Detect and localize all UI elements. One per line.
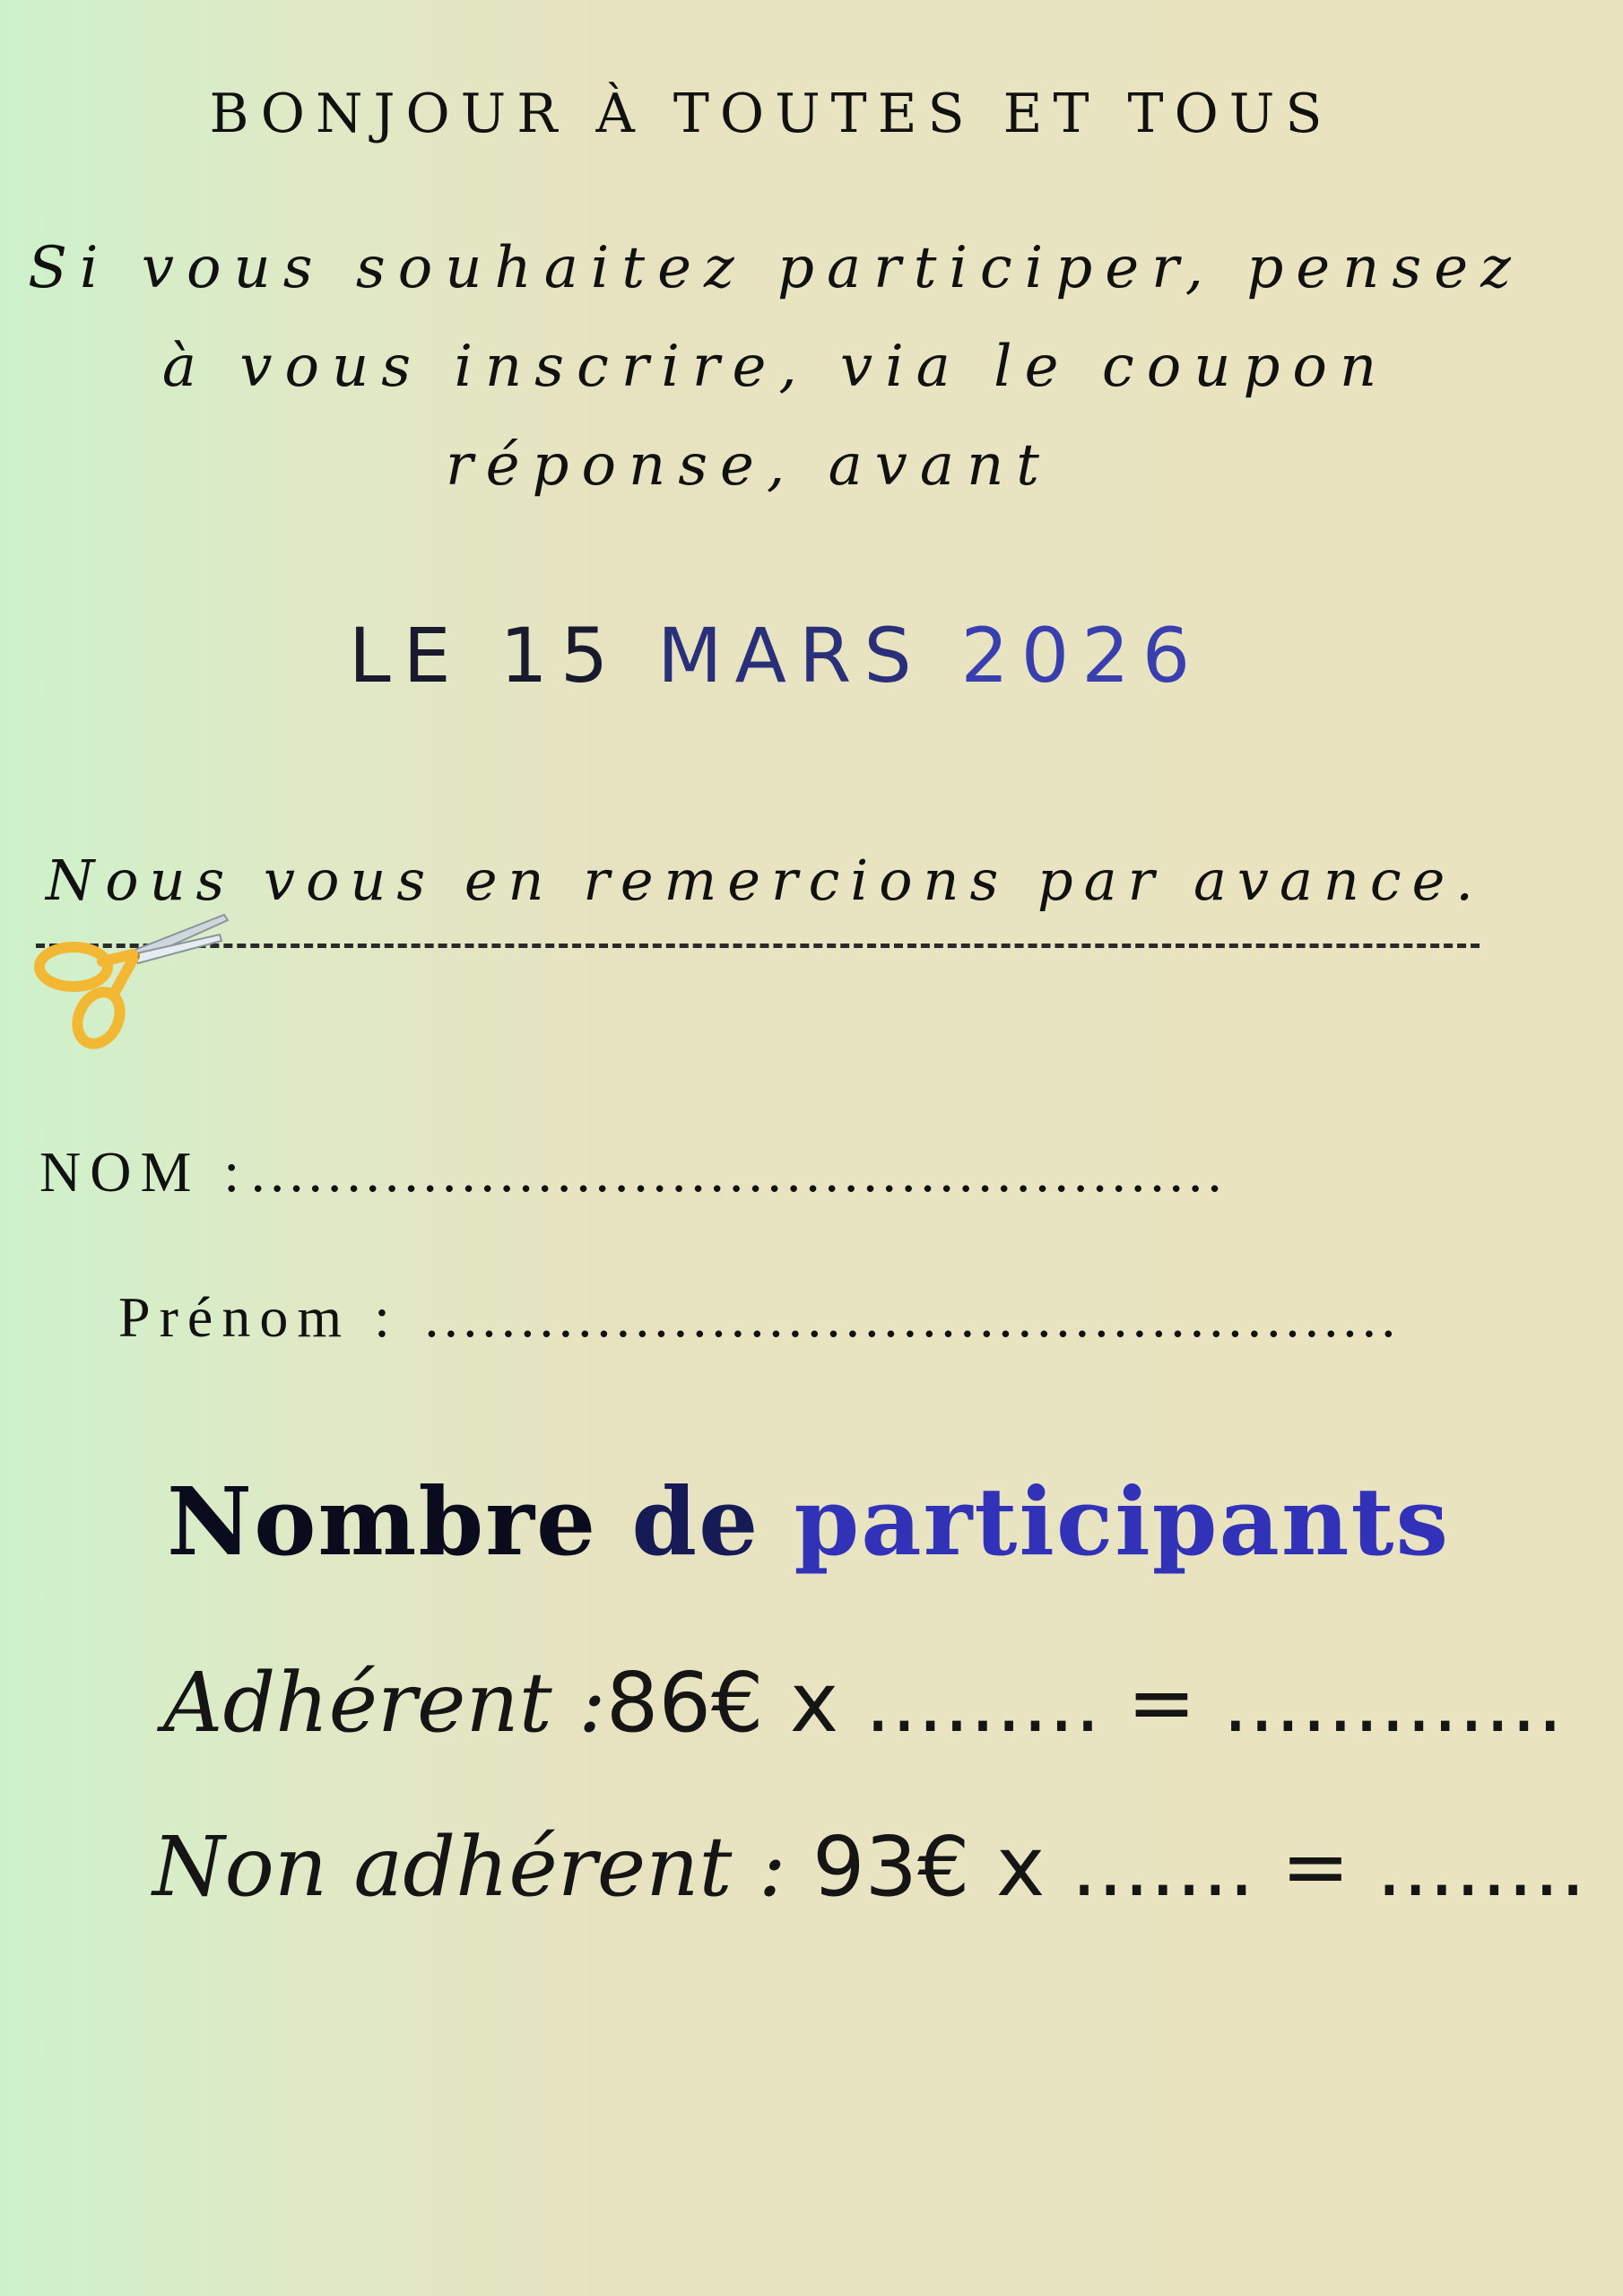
- nonmember-calc: 93€ x ....... = ........: [812, 1819, 1586, 1915]
- nom-field[interactable]: [39, 1139, 1224, 1205]
- member-label: Adhérent :: [163, 1655, 606, 1751]
- nonmember-price-row[interactable]: [152, 1819, 1586, 1915]
- cut-line: [36, 944, 1480, 948]
- nom-label: NOM :: [39, 1140, 249, 1204]
- intro-line-2: à vous inscrire, via le coupon: [161, 334, 1390, 400]
- heading-word-2: de: [631, 1466, 760, 1577]
- scissors-icon: [27, 897, 233, 1058]
- heading-word-3: participants: [794, 1466, 1451, 1577]
- heading-word-1: Nombre: [167, 1466, 598, 1577]
- deadline-day: LE 15: [348, 612, 621, 700]
- nom-dots: ……………………………………………: [248, 1140, 1225, 1204]
- member-calc: 86€ x ......... = .............: [605, 1655, 1564, 1751]
- prenom-dots: ……………………………………………: [421, 1285, 1398, 1349]
- deadline-month: MARS: [657, 612, 924, 700]
- intro-line-3: réponse, avant: [446, 432, 1052, 499]
- greeting: BONJOUR À TOUTES ET TOUS: [209, 83, 1333, 145]
- prenom-field[interactable]: [118, 1284, 1398, 1351]
- participants-heading: [167, 1466, 1450, 1577]
- member-price-row[interactable]: [163, 1655, 1563, 1751]
- prenom-label: Prénom :: [118, 1285, 399, 1349]
- thanks-message: Nous vous en remercions par avance.: [46, 848, 1484, 913]
- nonmember-label: Non adhérent :: [152, 1819, 786, 1915]
- intro-line-1: Si vous souhaitez participer, pensez: [28, 235, 1523, 301]
- deadline-date: [0, 612, 1587, 700]
- deadline-year: 2026: [960, 612, 1203, 700]
